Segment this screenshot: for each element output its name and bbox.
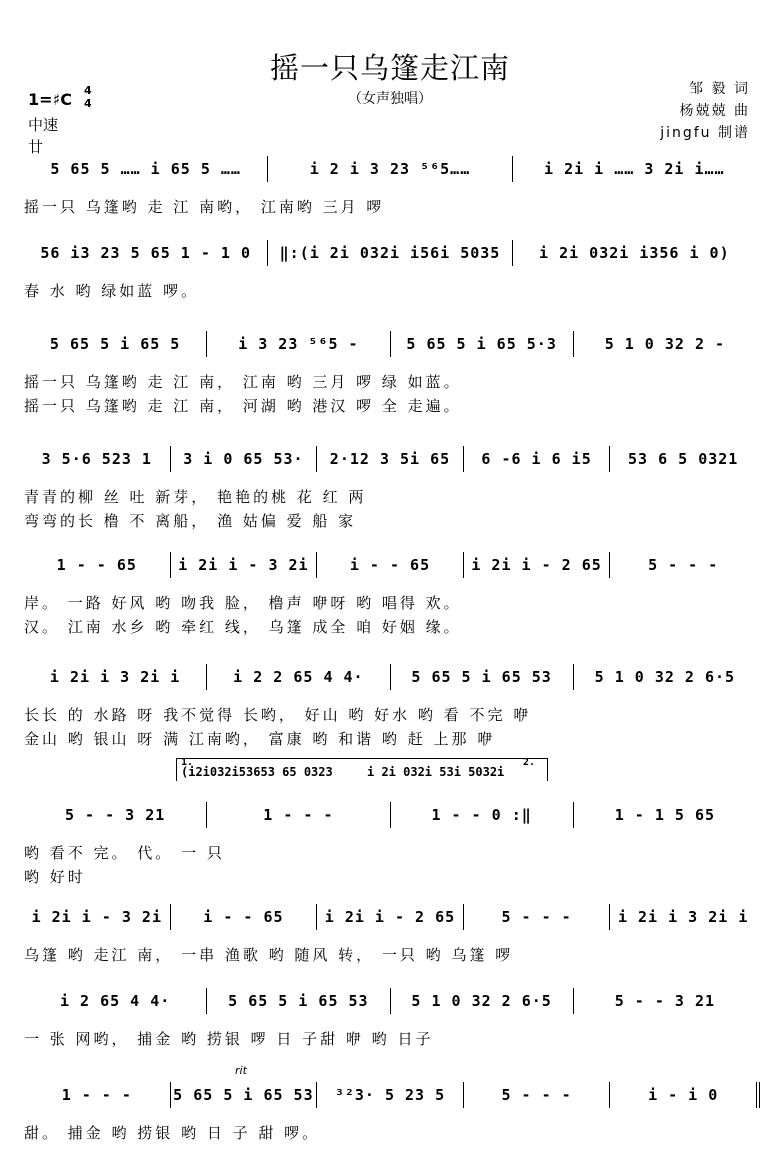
lyric-line: 摇一只 乌篷哟 走 江 南， 河湖 哟 港汉 啰 全 走遍。 [24,397,462,415]
measure: 5 - - 3 21 [614,992,716,1010]
measure: i 3 23 ⁵⁶5 - [207,331,390,357]
notes-row [24,446,756,472]
measure: 5 1 0 32 2 6·5 [391,988,574,1014]
measure: 56 i3 23 5 65 1 - 1 0 [24,240,268,266]
lyric-line: 甜。 捕金 哟 捞银 哟 日 子 甜 啰。 [24,1124,321,1142]
notes-row [24,240,756,266]
measure: i 2 i 3 23 ⁵⁶5…… [268,156,512,182]
measure: 5 65 5 …… i 65 5 …… [24,156,268,182]
notes-row [24,802,756,828]
lyric-line: 乌篷 哟 走江 南， 一串 渔歌 哟 随风 转， 一只 哟 乌篷 啰 [24,946,514,964]
measure: ‖:(i 2i 032i i56i 5035 [268,240,512,266]
measure: i 2i i …… 3 2i i…… [544,160,725,178]
measure: ³²3· 5 23 5 [317,1082,464,1108]
measure: 1 - - 0 :‖ [391,802,574,828]
measure: 1 - 1 5 65 [614,806,716,824]
measure: 5 - - - [464,1082,611,1108]
measure: 5 - - 3 21 [24,802,207,828]
lyric-line: 春 水 哟 绿如蓝 啰。 [24,282,200,300]
measure: 5 65 5 i 65 5 [24,331,207,357]
measure: 2·12 3 5i 65 [317,446,464,472]
tempo-marking: 中速 [28,116,59,134]
measure: 1 - - - [24,1082,171,1108]
measure: 5 1 0 32 2 - [604,335,726,353]
ritardando-mark: rit [235,1064,247,1077]
measure: i - - 65 [317,552,464,578]
measure: i 2i i - 3 2i [171,552,318,578]
measure: 5 65 5 i 65 53 [171,1082,318,1108]
measure: 5 - - - [648,556,719,574]
measure: 3 5·6 523 1 [24,446,171,472]
measure: 1 - - - [207,802,390,828]
notes-row [24,664,756,690]
measure: i 2i i 3 2i i [617,908,749,926]
notes-row [24,156,756,182]
transcriber-credit: jingfu 制谱 [660,125,750,141]
measure: i 2i i 3 2i i [24,664,207,690]
measure: i 2 2 65 4 4· [207,664,390,690]
lyric-line: 哟 看不 完。 代。 一 只 [24,844,225,862]
lyric-line: 弯弯的长 橹 不 离船， 渔 姑偏 爱 船 家 [24,512,357,530]
lyric-line: 汉。 江南 水乡 哟 牵红 线， 乌篷 成全 咱 好姻 缘。 [24,618,462,636]
lyric-line: 岸。 一路 好风 哟 吻我 脸， 橹声 咿呀 哟 唱得 欢。 [24,594,462,612]
measure: 3 i 0 65 53· [171,446,318,472]
volta-1-label: 1. [181,757,194,768]
notes-row [24,552,756,578]
measure: 5 65 5 i 65 53 [207,988,390,1014]
composer-credit: 杨兢兢 曲 [679,103,750,119]
volta-2-label: 2. [523,757,536,768]
lyric-line: 摇一只 乌篷哟 走 江 南， 江南 哟 三月 啰 绿 如蓝。 [24,373,462,391]
lyricist-credit: 邹 毅 词 [689,81,750,97]
measure: i - - 65 [171,904,318,930]
song-title: 摇一只乌篷走江南 [269,51,510,85]
measure: 5 65 5 i 65 53 [391,664,574,690]
interlude-measure: (i2i032i53653 65 0323 [181,765,333,779]
measure: 53 6 5 0321 [628,450,739,468]
measure: 5 - - - [464,904,611,930]
measure: 5 65 5 i 65 5·3 [391,331,574,357]
lyric-line: 长长 的 水路 呀 我不觉得 长哟， 好山 哟 好水 哟 看 不完 咿 [24,706,532,724]
notes-row [24,904,756,930]
measure: i 2i 032i i356 i 0) [539,244,730,262]
key-signature: 1=♯C [28,90,73,109]
measure: 6 -6 i 6 i5 [464,446,611,472]
measure: i - i 0 [648,1086,719,1104]
lyric-line: 一 张 网哟， 捕金 哟 捞银 啰 日 子甜 咿 哟 日子 [24,1030,434,1048]
interlude-repeat-box [176,758,548,781]
meter-top: 4 [84,84,92,97]
measure: 5 1 0 32 2 6·5 [594,668,736,686]
notes-row [24,1082,760,1108]
lyric-line: 金山 哟 银山 呀 满 江南哟， 富康 哟 和谐 哟 赶 上那 咿 [24,730,496,748]
measure: i 2i i - 2 65 [464,552,611,578]
lyric-line: 哟 好时 [24,868,86,886]
measure: 1 - - 65 [24,552,171,578]
measure: i 2 65 4 4· [24,988,207,1014]
measure: i 2i i - 2 65 [317,904,464,930]
time-signature [84,84,92,110]
interlude-measure: i 2i 032i 53i 5032i [367,765,505,779]
free-tempo-mark: 廿 [28,138,44,156]
lyric-line: 青青的柳 丝 吐 新芽， 艳艳的桃 花 红 两 [24,488,367,506]
lyric-line: 摇一只 乌篷哟 走 江 南哟， 江南哟 三月 啰 [24,198,385,216]
notes-row [24,331,756,357]
measure: i 2i i - 3 2i [24,904,171,930]
meter-bottom: 4 [84,97,92,110]
notes-row [24,988,756,1014]
song-subtitle: （女声独唱） [348,91,432,107]
